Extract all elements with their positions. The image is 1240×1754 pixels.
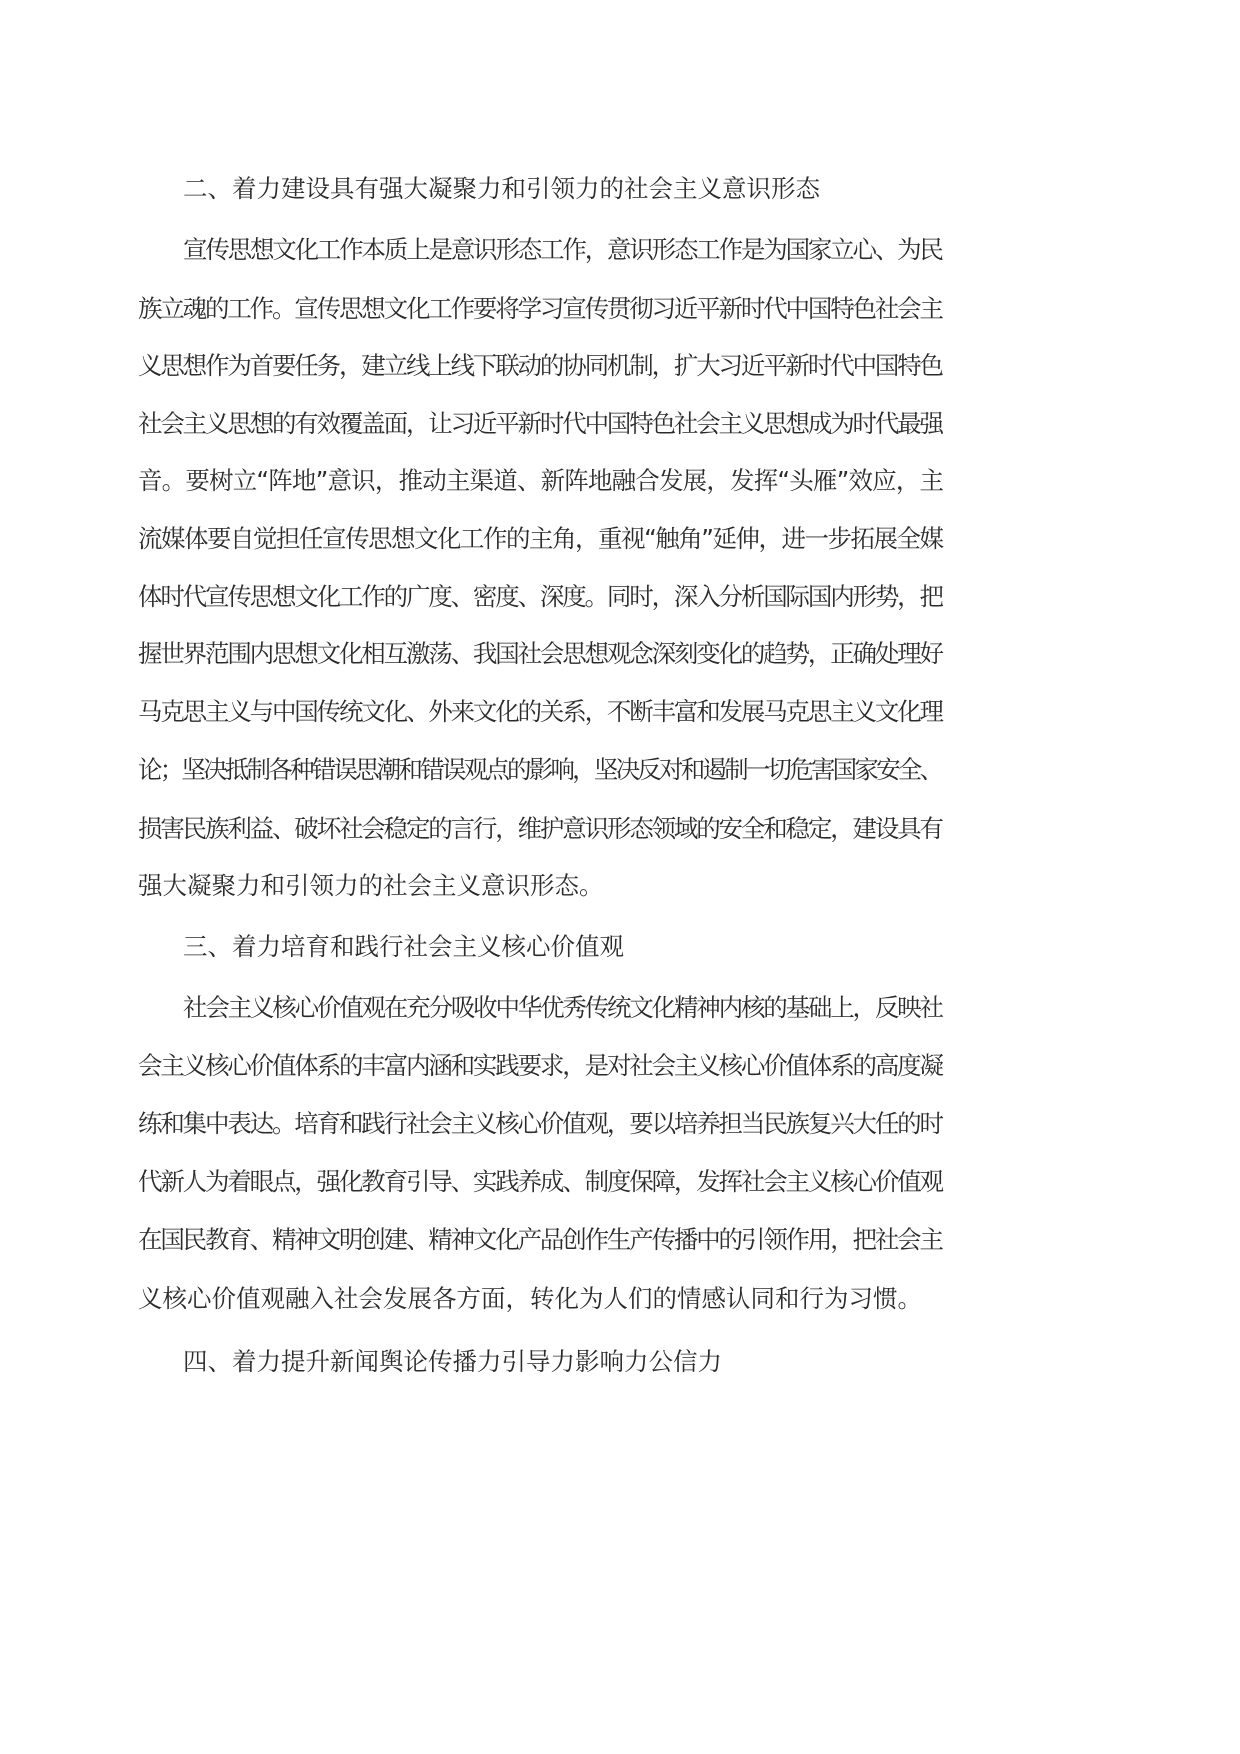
body-text: 音。要树立“阵地”意识，推动主渠道、新阵地融合发展，发挥“头雁”效应，主 [138,466,944,495]
body-text: 损害民族利益、破坏社会稳定的言行，维护意识形态领域的安全和稳定，建设具有 [138,814,942,843]
heading-text: 二、着力建设具有强大凝聚力和引领力的社会主义意识形态 [183,174,820,203]
body-text: 马克思主义与中国传统文化、外来文化的关系，不断丰富和发展马克思主义文化理 [138,697,942,726]
body-text: 论；坚决抵制各种错误思潮和错误观点的影响，坚决反对和遏制一切危害国家安全、 [138,755,942,784]
paragraph-line [138,814,942,844]
paragraph-line [138,524,943,554]
body-text: 体时代宣传思想文化工作的广度、密度、深度。同时，深入分析国际国内形势，把 [138,582,942,611]
body-text: 宣传思想文化工作本质上是意识形态工作，意识形态工作是为国家立心、为民 [183,235,942,264]
body-text: 社会主义核心价值观在充分吸收中华优秀传统文化精神内核的基础上，反映社 [183,993,942,1022]
body-text: 流媒体要自觉担任宣传思想文化工作的主角，重视“触角”延伸，进一步拓展全媒 [138,524,943,553]
heading-text: 三、着力培育和践行社会主义核心价值观 [183,932,624,961]
body-text: 握世界范围内思想文化相互激荡、我国社会思想观念深刻变化的趋势，正确处理好 [138,639,942,668]
section-heading-line [183,932,624,962]
section-heading-line [183,174,820,204]
paragraph-line [138,466,943,496]
paragraph-line [138,582,942,612]
paragraph-line [183,235,942,265]
paragraph-line [138,1225,942,1255]
body-text: 练和集中表达。培育和践行社会主义核心价值观，要以培养担当民族复兴大任的时 [138,1109,942,1138]
paragraph-line [138,1109,942,1139]
paragraph-line [138,1167,942,1197]
section-heading-line [183,1347,722,1377]
paragraph-line [138,351,942,381]
paragraph-line [138,409,942,439]
body-text: 强大凝聚力和引领力的社会主义意识形态。 [138,871,604,900]
body-text: 在国民教育、精神文明创建、精神文化产品创作生产传播中的引领作用，把社会主 [138,1225,942,1254]
body-text: 义思想作为首要任务，建立线上线下联动的协同机制，扩大习近平新时代中国特色 [138,351,942,380]
paragraph-line [138,639,942,669]
paragraph-line [183,993,942,1023]
body-text: 义核心价值观融入社会发展各方面，转化为人们的情感认同和行为习惯。 [138,1284,922,1313]
paragraph-line [138,294,942,324]
body-text: 会主义核心价值体系的丰富内涵和实践要求，是对社会主义核心价值体系的高度凝 [138,1051,942,1080]
paragraph-line [138,755,941,785]
paragraph-line [138,697,942,727]
heading-text: 四、着力提升新闻舆论传播力引导力影响力公信力 [183,1347,722,1376]
paragraph-line [138,1284,922,1314]
body-text: 代新人为着眼点，强化教育引导、实践养成、制度保障，发挥社会主义核心价值观 [138,1167,942,1196]
paragraph-line [138,1051,942,1081]
paragraph-line [138,871,604,901]
body-text: 社会主义思想的有效覆盖面，让习近平新时代中国特色社会主义思想成为时代最强 [138,409,942,438]
body-text: 族立魂的工作。宣传思想文化工作要将学习宣传贯彻习近平新时代中国特色社会主 [138,294,942,323]
